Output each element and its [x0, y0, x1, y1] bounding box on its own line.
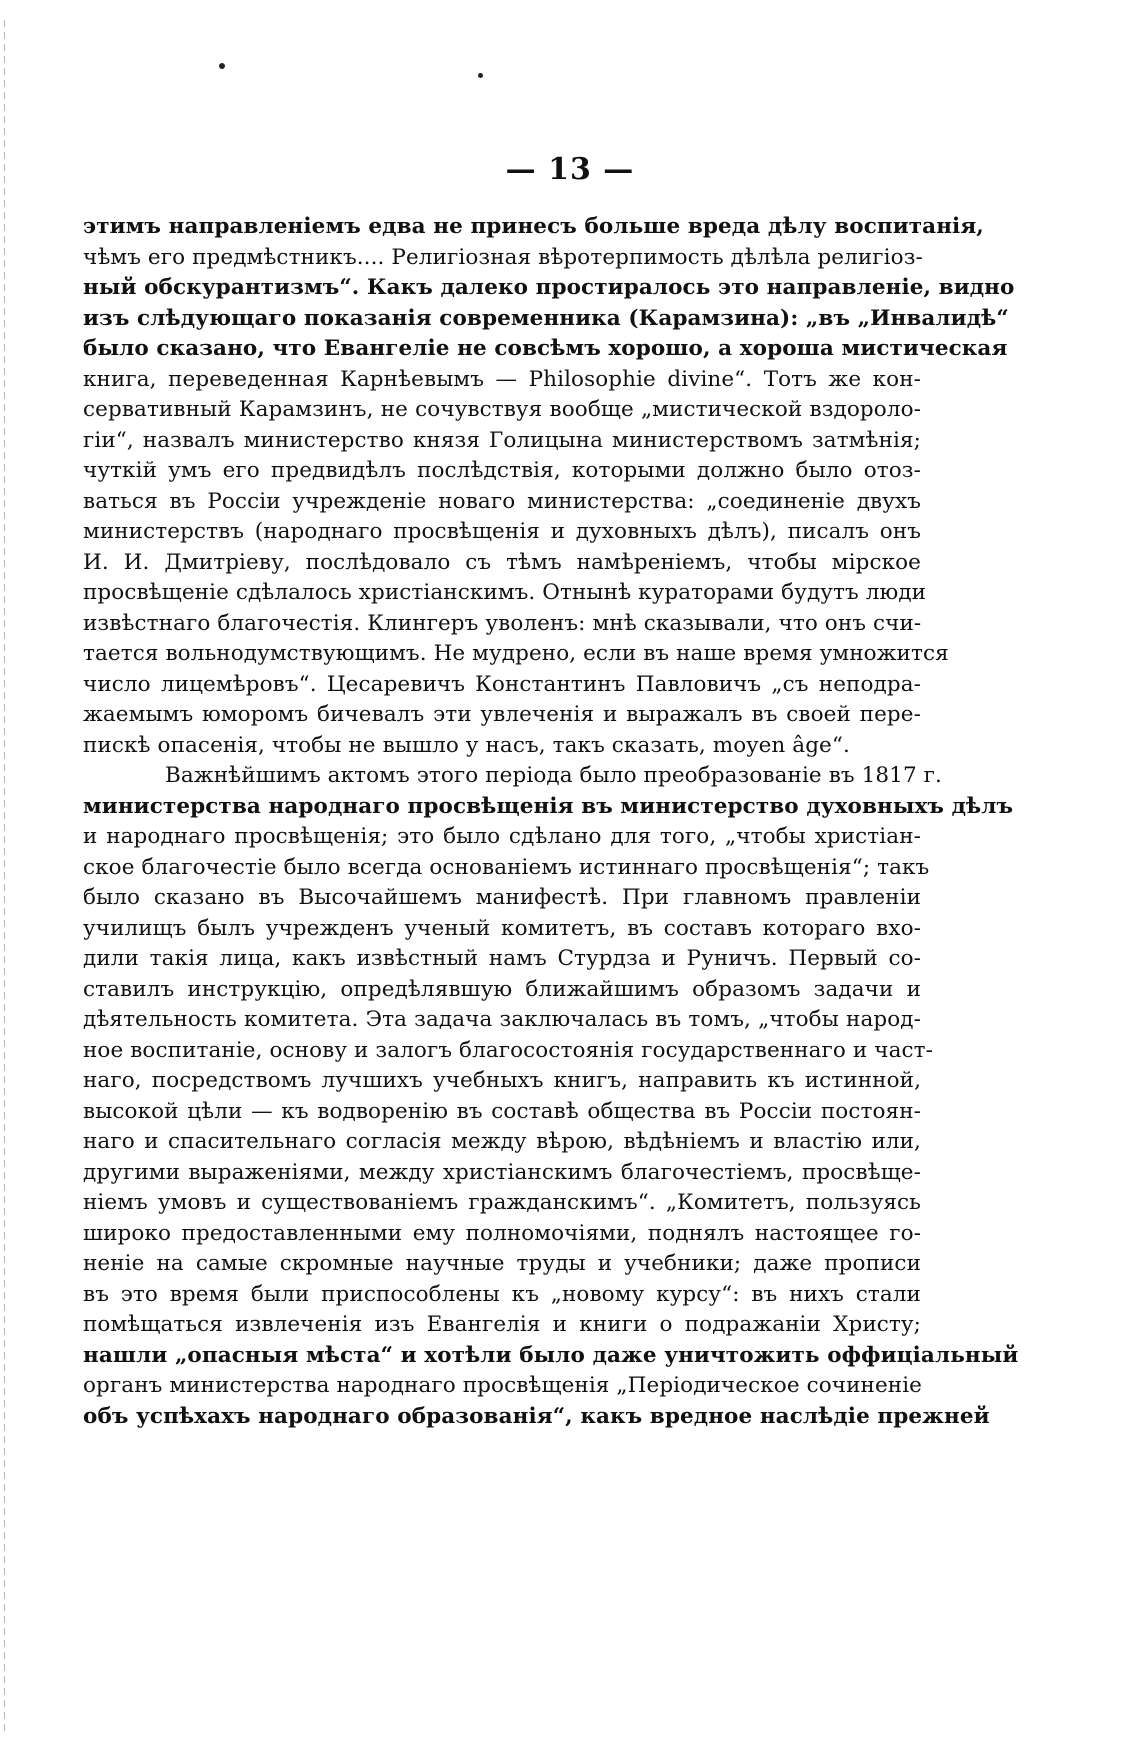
text-line: неніе на самые скромные научные труды и учебники; даже прописи — [83, 1251, 921, 1276]
text-line: было сказано, что Евангеліе не совсѣмъ хорошо, а хороша мистическая — [83, 336, 1008, 361]
text-line: извѣстнаго благочестія. Клингеръ уволенъ: мнѣ сказывали, что онъ счи- — [83, 610, 922, 636]
text-line: объ успѣхахъ народнаго образованія“, какъ вредное наслѣдіе прежней — [83, 1403, 990, 1429]
paragraph — [83, 212, 1015, 761]
text-line: широко предоставленными ему полномочіями, поднялъ настоящее го- — [83, 1220, 921, 1246]
text-line: И. И. Дмитріеву, послѣдовало съ тѣмъ намѣреніемъ, чтобы мірское — [83, 549, 921, 575]
text-line: въ это время были приспособлены къ „новому курсу“: въ нихъ стали — [83, 1281, 921, 1307]
text-line: наго и спасительнаго согласія между вѣрою, вѣдѣніемъ и властію или, — [83, 1129, 921, 1154]
text-line: этимъ направленіемъ едва не принесъ больше вреда дѣлу воспитанія, — [83, 214, 984, 239]
ink-speck — [219, 63, 225, 69]
text-line: число лицемѣровъ“. Цесаревичъ Константинъ Павловичъ „съ неподра- — [83, 671, 921, 697]
text-line: Важнѣйшимъ актомъ этого періода было преобразованіе въ 1817 г. — [165, 763, 942, 788]
text-line: было сказано въ Высочайшемъ манифестѣ. При главномъ правленіи — [83, 885, 921, 910]
text-line: тается вольнодумствующимъ. Не мудрено, если въ наше время умножится — [83, 641, 949, 666]
text-line: министерствъ (народнаго просвѣщенія и духовныхъ дѣлъ), писалъ онъ — [83, 519, 921, 544]
text-line: просвѣщеніе сдѣлалось христіанскимъ. Отнынѣ кураторами будутъ люди — [83, 580, 927, 605]
text-line: ваться въ Россіи учрежденіе новаго министерства: „соединеніе двухъ — [83, 488, 921, 514]
text-line: ное воспитаніе, основу и залогъ благосостоянія государственнаго и част- — [83, 1037, 933, 1063]
page-number: — 13 — — [505, 152, 635, 187]
text-line: книга, переведенная Карнѣевымъ — Philosophie divine“. Тотъ же кон- — [83, 366, 921, 392]
text-line: чуткій умъ его предвидѣлъ послѣдствія, которыми должно было отоз- — [83, 458, 921, 483]
body-text — [83, 212, 1019, 1432]
text-line: чѣмъ его предмѣстникъ.... Религіозная вѣротерпимость дѣлѣла религіоз- — [83, 244, 923, 270]
text-line: наго, посредствомъ лучшихъ учебныхъ книгъ, направить къ истинной, — [83, 1068, 921, 1093]
text-line: дили такія лица, какъ извѣстный намъ Стурдза и Руничъ. Первый со- — [83, 946, 921, 971]
text-line: ставилъ инструкцію, опредѣлявшую ближайшимъ образомъ задачи и — [83, 976, 921, 1002]
text-line: изъ слѣдующаго показанія современника (Карамзина): „въ „Инвалидѣ“ — [83, 305, 1009, 331]
text-line: дѣятельность комитета. Эта задача заключалась въ томъ, „чтобы народ- — [83, 1007, 921, 1032]
binding-edge — [4, 20, 5, 1736]
text-line: министерства народнаго просвѣщенія въ министерство духовныхъ дѣлъ — [83, 793, 1014, 819]
text-line: и народнаго просвѣщенія; это было сдѣлано для того, „чтобы христіан- — [83, 824, 921, 849]
text-line: ское благочестіе было всегда основаніемъ истиннаго просвѣщенія“; такъ — [83, 854, 930, 880]
text-line: ный обскурантизмъ“. Какъ далеко простиралось это направленіе, видно — [83, 275, 1015, 300]
text-line: сервативный Карамзинъ, не сочувствуя вообще „мистической вздороло- — [83, 397, 921, 422]
text-line: высокой цѣли — къ водворенію въ составѣ общества въ Россіи постоян- — [83, 1098, 921, 1124]
text-line: ніемъ умовъ и существованіемъ гражданскимъ“. „Комитетъ, пользуясь — [83, 1190, 921, 1215]
text-line: другими выраженіями, между христіанскимъ благочестіемъ, просвѣще- — [83, 1159, 921, 1185]
text-line: гіи“, назвалъ министерство князя Голицына министерствомъ затмѣнія; — [83, 427, 921, 453]
text-line: жаемымъ юморомъ бичевалъ эти увлеченія и выражалъ въ своей пере- — [83, 702, 921, 727]
text-line: органъ министерства народнаго просвѣщенія „Періодическое сочиненіе — [83, 1373, 922, 1398]
paragraph — [83, 761, 1019, 1432]
text-line: училищъ былъ учрежденъ ученый комитетъ, въ составъ котораго вхо- — [83, 915, 921, 941]
text-line: пискѣ опасенія, чтобы не вышло у насъ, такъ сказать, moyen âge“. — [83, 732, 850, 758]
text-line: нашли „опасныя мѣста“ и хотѣли было даже уничтожить оффиціальный — [83, 1342, 1019, 1368]
ink-speck — [478, 73, 483, 78]
text-line: помѣщаться извлеченія изъ Евангелія и книги о подражаніи Христу; — [83, 1312, 921, 1337]
